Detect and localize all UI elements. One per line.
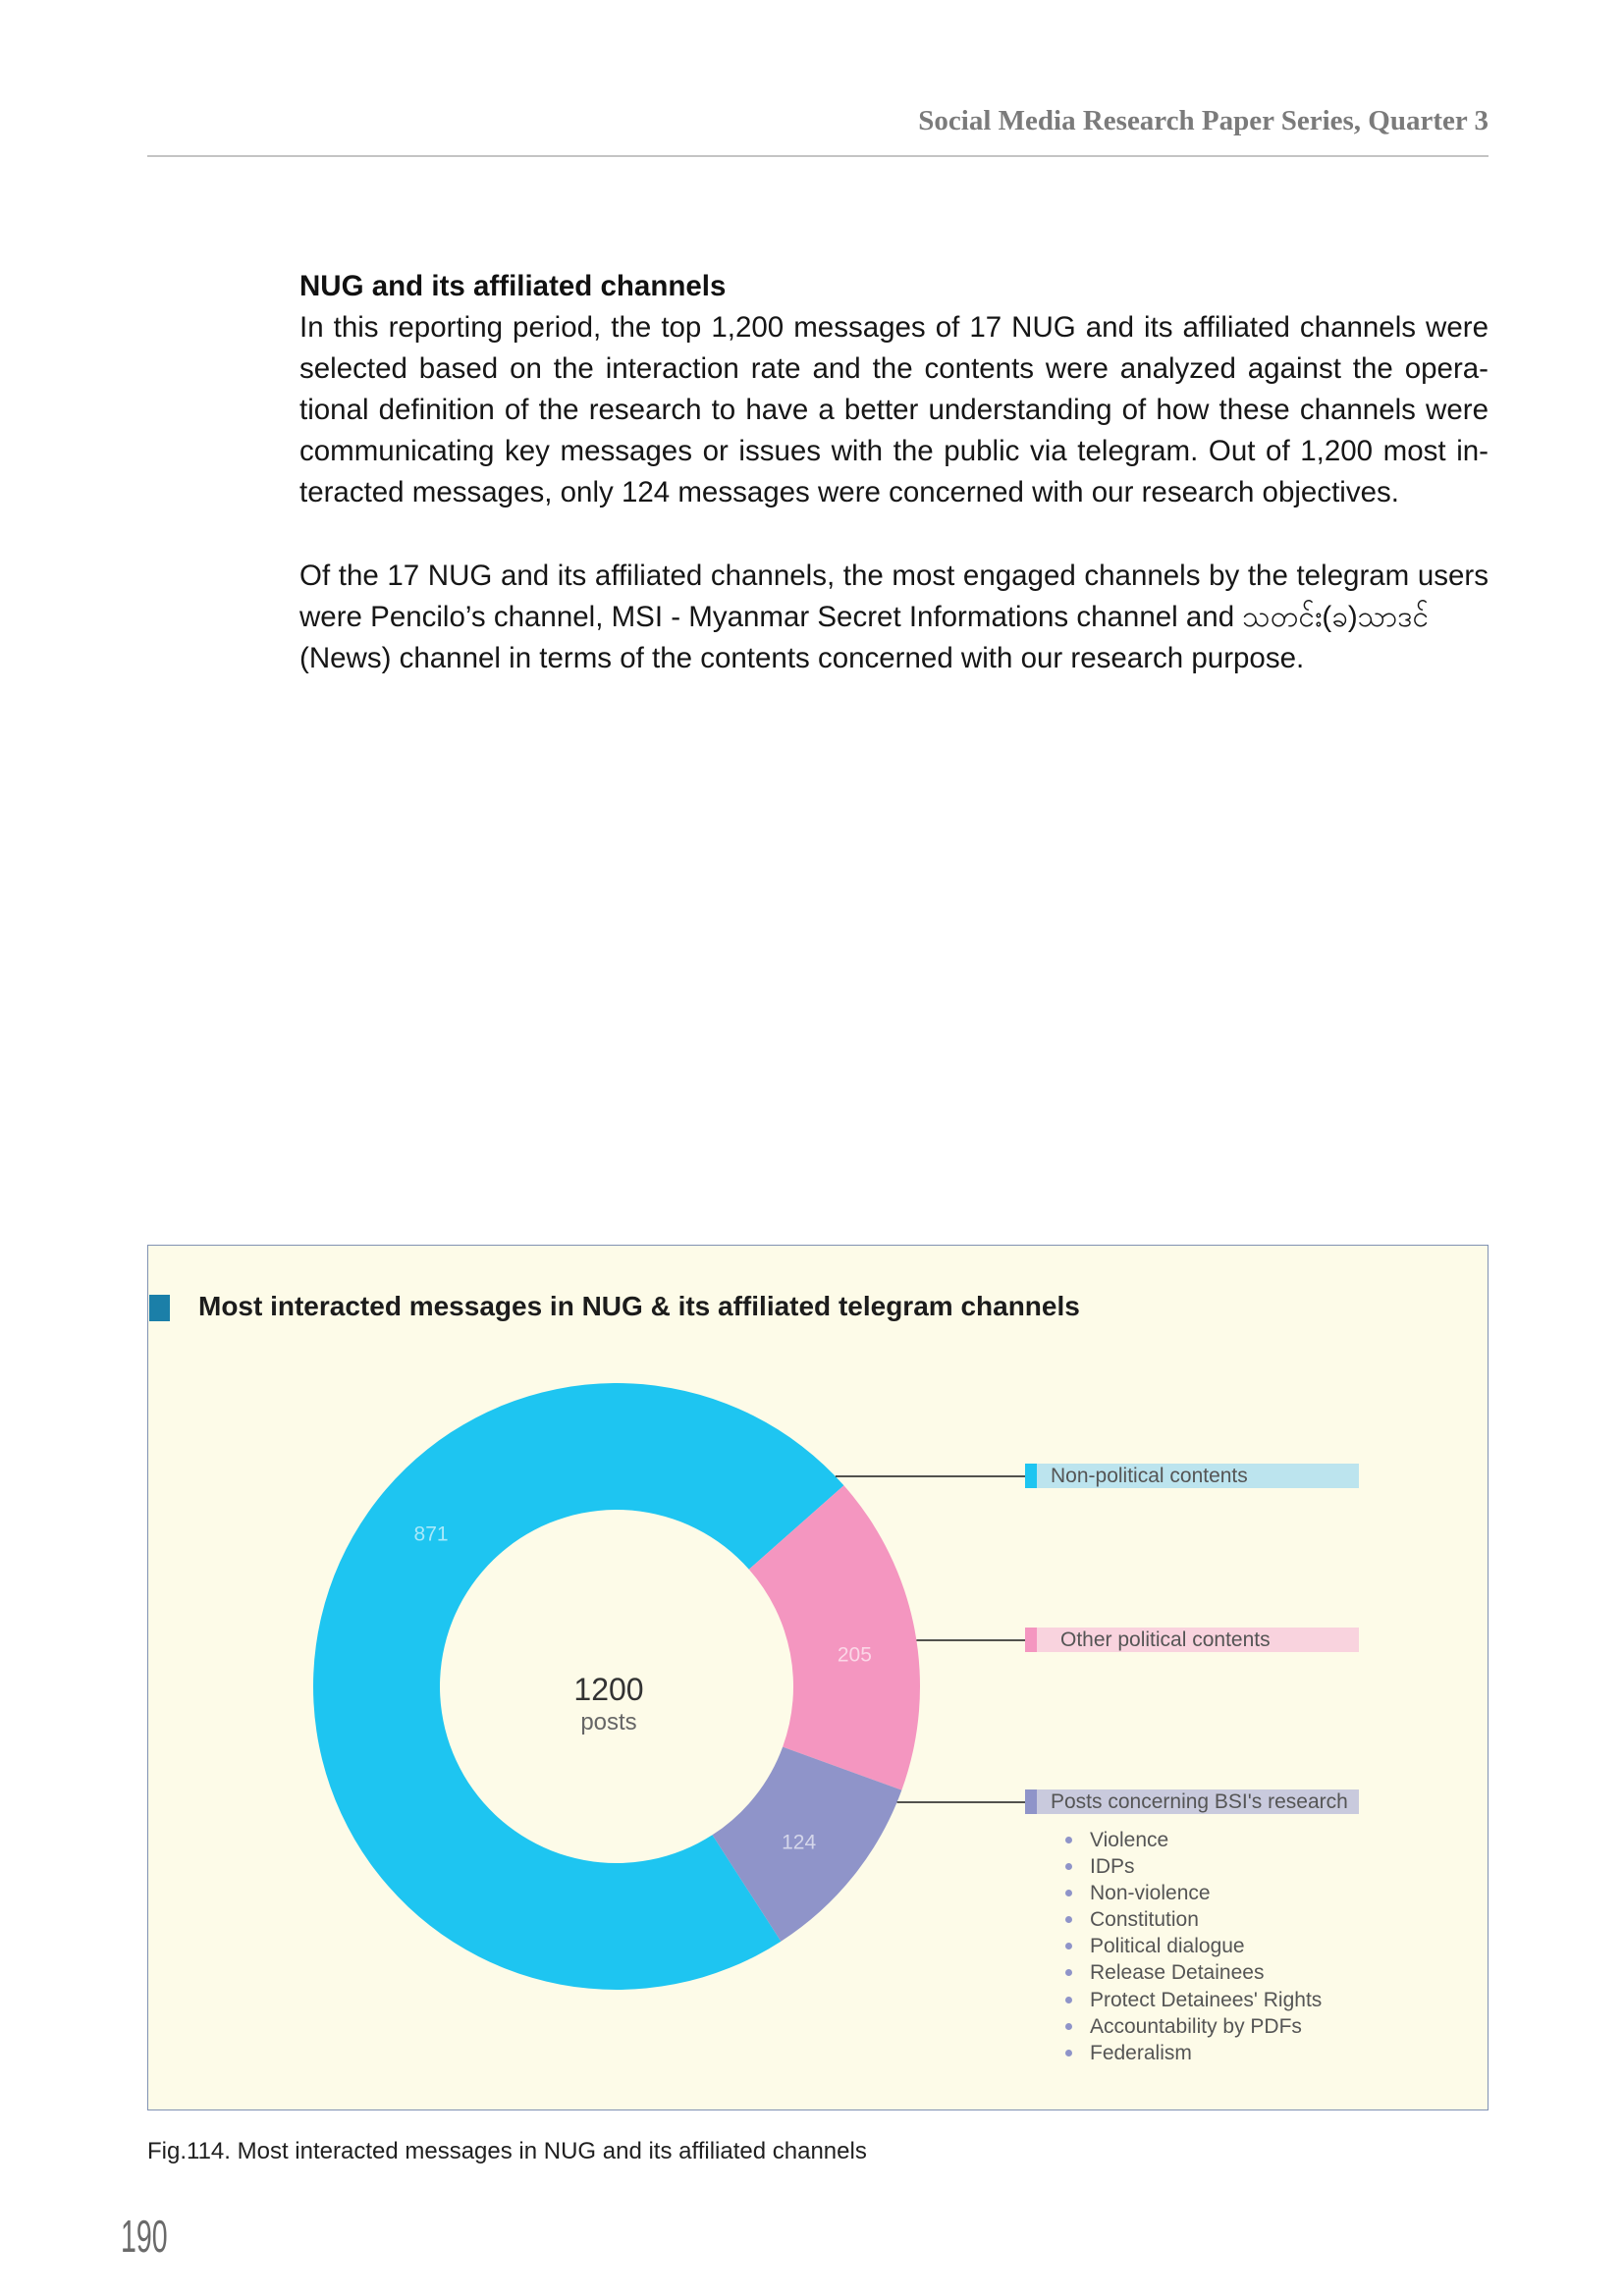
list-item-label: IDPs (1090, 1855, 1135, 1879)
list-item-label: Federalism (1090, 2041, 1192, 2064)
donut-center-unit: posts (580, 1709, 637, 1735)
paragraph-line: were Pencilo’s channel, MSI - Myanmar Secret Informations channel and သတင်း(ခ)သာဒင် (299, 600, 1430, 633)
paragraph-line: communicating key messages or issues with the public via telegram. Out of 1,200 most in- (299, 435, 1489, 468)
paragraph-line: teracted messages, only 124 messages were concerned with our research objectives. (299, 476, 1399, 509)
legend-item-non-political (1025, 1464, 1359, 1488)
list-item-label: Political dialogue (1090, 1935, 1245, 1958)
legend-swatch (1025, 1628, 1037, 1652)
series-title: Social Media Research Paper Series, Quarter 3 (918, 105, 1489, 136)
legend-item-bsi-research (1025, 1789, 1359, 1814)
section-heading: NUG and its affiliated channels (299, 270, 727, 302)
figure-caption: Fig.114. Most interacted messages in NUG and its affiliated channels (147, 2138, 867, 2164)
slice-value-label: 205 (837, 1643, 872, 1667)
bullet-dot (1065, 1997, 1072, 2003)
figure-panel (147, 1245, 1489, 2110)
paragraph-line: selected based on the interaction rate and the contents were analyzed against the opera- (299, 352, 1489, 386)
legend-label: Non-political contents (1037, 1464, 1359, 1488)
donut-center-total: 1200 (573, 1672, 644, 1707)
bullet-dot (1065, 2050, 1072, 2056)
paragraph-line: Of the 17 NUG and its affiliated channels, the most engaged channels by the telegram users (299, 559, 1489, 592)
list-item-label: Protect Detainees' Rights (1090, 1988, 1323, 2011)
legend-label: Other political contents (1037, 1628, 1359, 1652)
paragraph-line: tional definition of the research to have a better understanding of how these channels were (299, 394, 1489, 427)
legend-swatch (1025, 1464, 1037, 1488)
paragraph-spacer (299, 514, 1489, 556)
section-body (299, 266, 1489, 679)
page-number: 190 (121, 2211, 168, 2262)
legend-swatch (1025, 1789, 1037, 1814)
paragraph-line: (News) channel in terms of the contents concerned with our research purpose. (299, 641, 1305, 674)
chart-title: Most interacted messages in NUG & its affiliated telegram channels (198, 1291, 1080, 1321)
paragraph-line: In this reporting period, the top 1,200 messages of 17 NUG and its affiliated channels were (299, 311, 1489, 345)
list-item-label: Release Detainees (1090, 1961, 1265, 1985)
list-item-label: Violence (1090, 1829, 1169, 1851)
legend-label: Posts concerning BSI's research (1037, 1789, 1359, 1814)
bullet-dot (1065, 2023, 1072, 2030)
slice-value-label: 871 (413, 1522, 449, 1546)
list-item-label: Non-violence (1090, 1882, 1211, 1905)
slice-value-label: 124 (782, 1831, 817, 1854)
list-item-label: Constitution (1090, 1908, 1199, 1932)
header-divider (147, 155, 1489, 157)
list-item-label: Accountability by PDFs (1090, 2014, 1302, 2038)
legend-item-other-political (1025, 1628, 1359, 1652)
bullet-dot (1065, 1837, 1072, 1843)
donut-chart (148, 1246, 1486, 2108)
